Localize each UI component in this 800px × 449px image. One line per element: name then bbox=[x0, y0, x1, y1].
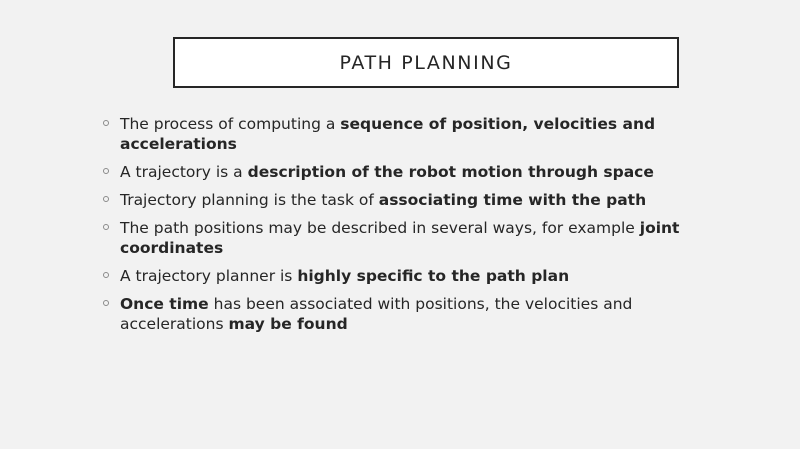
hollow-circle-bullet-icon bbox=[103, 224, 109, 230]
bullet-item bbox=[101, 266, 701, 286]
bullet-text-segment: A trajectory is a bbox=[120, 163, 248, 181]
bullet-item bbox=[101, 114, 701, 154]
bullet-item bbox=[101, 294, 701, 334]
bullet-bold-segment: sequence of position, velocities and accelerations bbox=[120, 115, 656, 153]
bullet-item bbox=[101, 162, 701, 182]
bullet-bold-segment: Once time bbox=[120, 295, 209, 313]
slide-title: PATH PLANNING bbox=[339, 51, 513, 74]
bullet-bold-segment: may be found bbox=[228, 315, 348, 333]
bullet-bold-segment: joint coordinates bbox=[120, 219, 680, 257]
bullet-text-segment: The path positions may be described in several ways, for example bbox=[120, 219, 640, 237]
hollow-circle-bullet-icon bbox=[103, 120, 109, 126]
title-box bbox=[173, 37, 679, 88]
bullet-text-segment: has been associated with positions, the velocities and accelerations bbox=[120, 295, 633, 333]
bullet-text-segment: A trajectory planner is bbox=[120, 267, 298, 285]
bullet-text-segment: Trajectory planning is the task of bbox=[120, 191, 379, 209]
hollow-circle-bullet-icon bbox=[103, 272, 109, 278]
bullet-list bbox=[101, 114, 701, 342]
bullet-item bbox=[101, 190, 701, 210]
bullet-bold-segment: associating time with the path bbox=[378, 191, 647, 209]
bullet-item bbox=[101, 218, 701, 258]
hollow-circle-bullet-icon bbox=[103, 168, 109, 174]
bullet-bold-segment: description of the robot motion through space bbox=[247, 163, 654, 181]
hollow-circle-bullet-icon bbox=[103, 196, 109, 202]
bullet-bold-segment: highly specific to the path plan bbox=[297, 267, 570, 285]
bullet-text-segment: The process of computing a bbox=[120, 115, 341, 133]
hollow-circle-bullet-icon bbox=[103, 300, 109, 306]
